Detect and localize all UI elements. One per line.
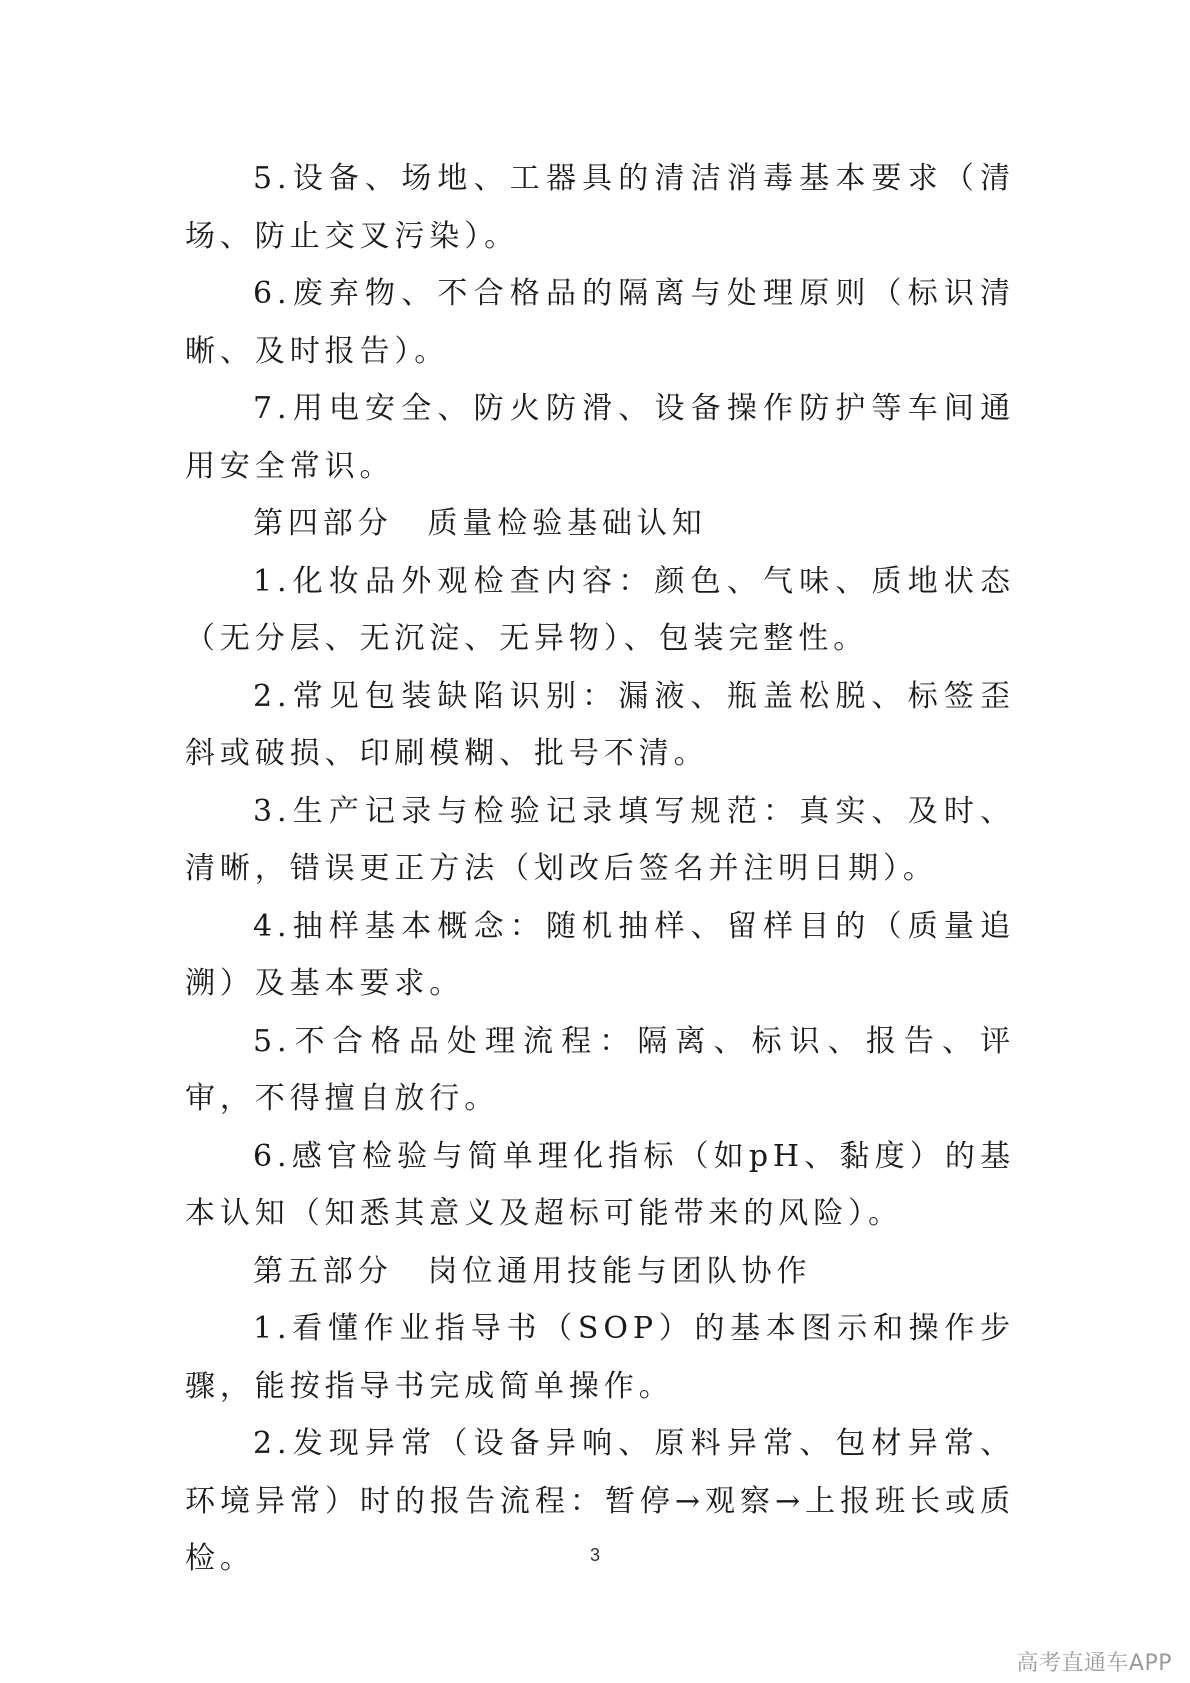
paragraph-item-2-packaging: 2.常见包装缺陷识别：漏液、瓶盖松脱、标签歪斜或破损、印刷模糊、批号不清。 — [185, 678, 1015, 771]
section-heading-part-4: 第四部分 质量检验基础认知 — [253, 506, 707, 541]
paragraph-item-6-waste: 6.废弃物、不合格品的隔离与处理原则（标识清晰、及时报告）。 — [185, 276, 1015, 369]
section-heading-part-5: 第五部分 岗位通用技能与团队协作 — [253, 1253, 812, 1289]
paragraph-item-1-sop: 1.看懂作业指导书（SOP）的基本图示和操作步骤，能按指导书完成简单操作。 — [185, 1311, 1015, 1404]
paragraph-item-1-appearance: 1.化妆品外观检查内容：颜色、气味、质地状态（无分层、无沉淀、无异物）、包装完整性。 — [185, 563, 1015, 656]
paragraph-item-4-sampling: 4.抽样基本概念：随机抽样、留样目的（质量追溯）及基本要求。 — [185, 908, 1015, 1001]
paragraph-item-5-nonconforming: 5.不合格品处理流程：隔离、标识、报告、评审，不得擅自放行。 — [185, 1023, 1015, 1116]
paragraph-item-6-sensory: 6.感官检验与简单理化指标（如pH、黏度）的基本认知（知悉其意义及超标可能带来的风险）。 — [185, 1138, 1015, 1231]
paragraph-item-7-safety: 7.用电安全、防火防滑、设备操作防护等车间通用安全常识。 — [185, 391, 1015, 484]
document-body — [185, 150, 1015, 1588]
watermark-text: 高考直通车APP — [1016, 1651, 1172, 1676]
paragraph-item-2-anomaly: 2.发现异常（设备异响、原料异常、包材异常、环境异常）时的报告流程：暂停→观察→上报班长或质检。 — [185, 1426, 1015, 1576]
paragraph-item-3-records: 3.生产记录与检验记录填写规范：真实、及时、清晰，错误更正方法（划改后签名并注明日期）。 — [185, 793, 1015, 886]
paragraph-item-5-cleaning: 5.设备、场地、工器具的清洁消毒基本要求（清场、防止交叉污染）。 — [185, 161, 1015, 254]
page-number: 3 — [589, 1545, 600, 1565]
